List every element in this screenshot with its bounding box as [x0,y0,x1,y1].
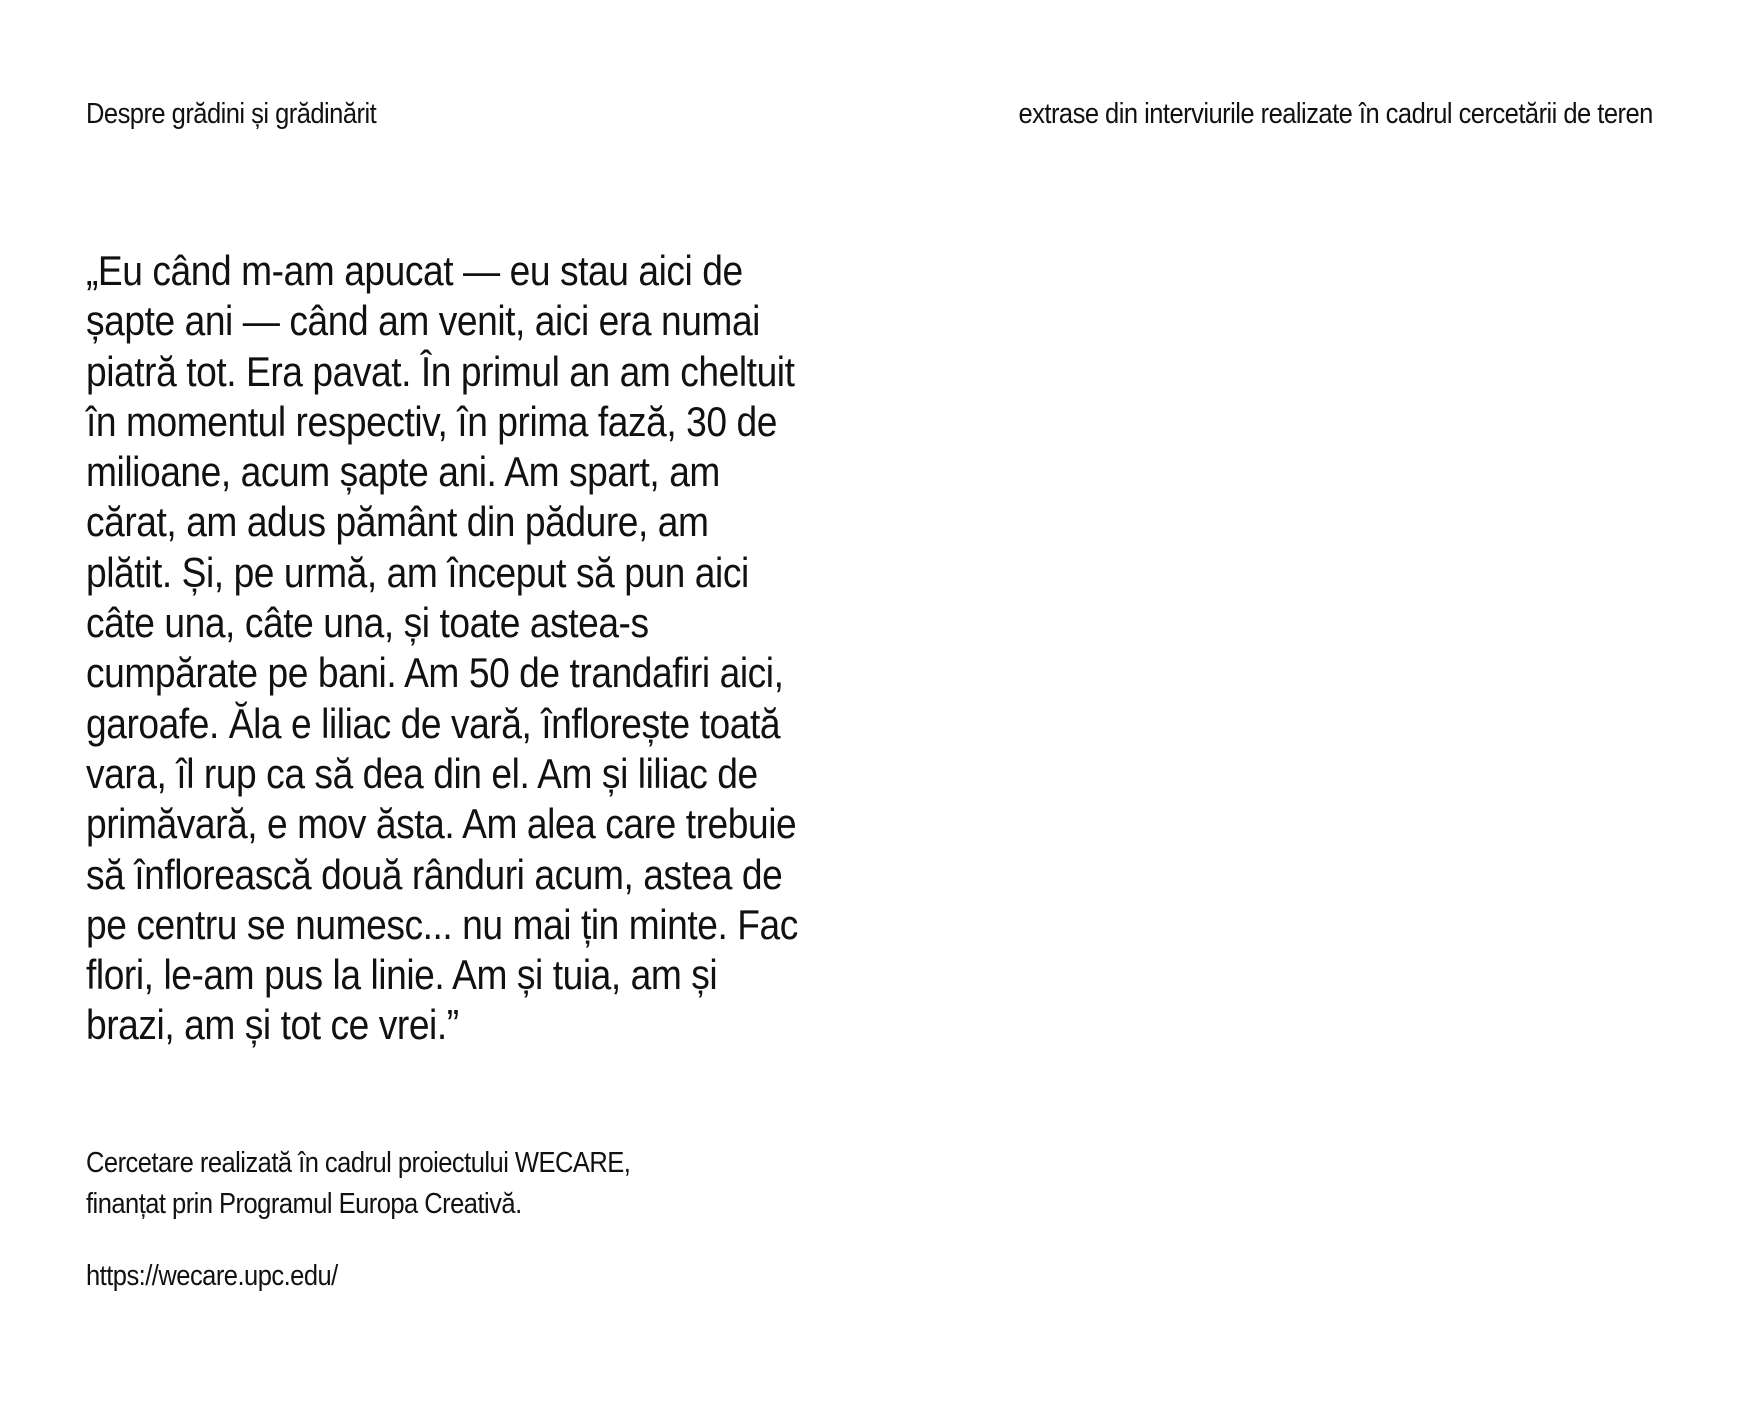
page-subtitle: extrase din interviurile realizate în cadrul cercetării de teren [1018,98,1653,130]
quote-line: câte una, câte una, și toate astea-s [86,599,649,647]
quote-line: șapte ani — când am venit, aici era numai [86,297,760,345]
quote-line: garoafe. Ăla e liliac de vară, înflorește toată [86,699,781,747]
quote-line: plătit. Și, pe urmă, am început să pun aici [86,548,749,596]
quote-line: primăvară, e mov ăsta. Am alea care trebuie [86,800,797,848]
funding-note-line-2: finanțat prin Programul Europa Creativă. [86,1188,522,1220]
funding-note-line-1: Cercetare realizată în cadrul proiectului WECARE, [86,1147,631,1179]
funding-note [86,1143,630,1225]
quote-line: „Eu când m-am apucat — eu stau aici de [86,247,743,294]
project-url: https://wecare.upc.edu/ [86,1260,338,1292]
quote-line: brazi, am și tot ce vrei.” [86,1001,459,1049]
quote-line: să înflorească două rânduri acum, astea de [86,850,783,898]
quote-line: piatră tot. Era pavat. În primul an am cheltuit [86,347,795,395]
quote-line: cumpărate pe bani. Am 50 de trandafiri aici, [86,649,784,697]
quote-line: pe centru se numesc... nu mai țin minte. Fac [86,900,798,948]
quote-line: în momentul respectiv, în prima fază, 30 de [86,397,777,445]
page-title: Despre grădini și grădinărit [86,98,377,130]
quote-line: cărat, am adus pământ din pădure, am [86,498,709,546]
interview-quote [86,246,843,1051]
quote-line: milioane, acum șapte ani. Am spart, am [86,448,720,496]
quote-line: flori, le-am pus la linie. Am și tuia, am și [86,951,718,999]
quote-line: vara, îl rup ca să dea din el. Am și liliac de [86,749,758,797]
